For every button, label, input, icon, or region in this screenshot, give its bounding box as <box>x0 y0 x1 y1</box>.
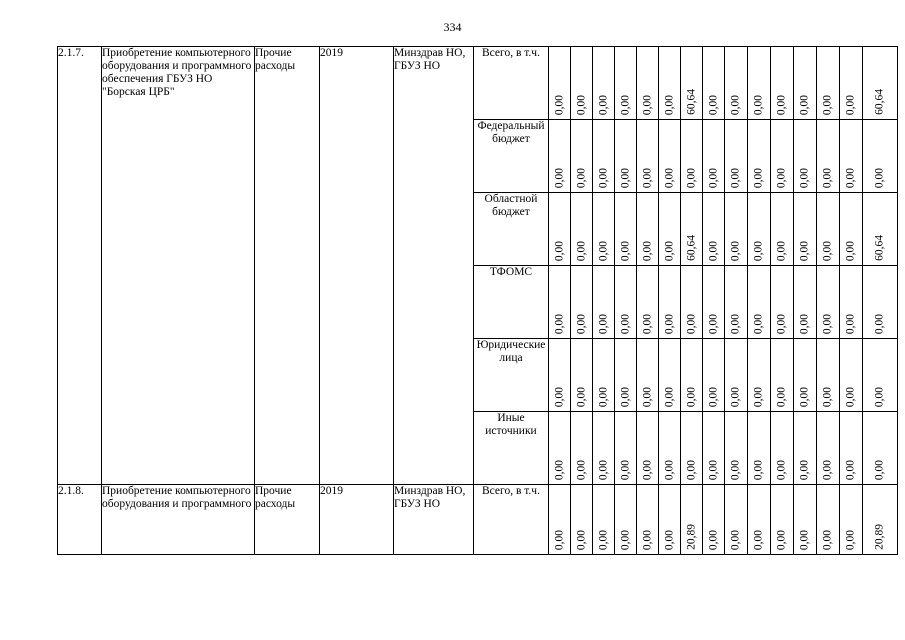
value-text: 0,00 <box>775 167 788 188</box>
value-cell <box>840 120 863 193</box>
value-text: 60,64 <box>685 235 697 261</box>
item-year: 2019 <box>320 47 394 485</box>
value-cell <box>659 266 681 339</box>
value-cell <box>593 266 615 339</box>
value-text: 0,00 <box>844 240 857 261</box>
value-text: 0,00 <box>619 167 631 188</box>
value-cell <box>681 266 703 339</box>
value-cell <box>571 266 593 339</box>
value-text: 0,00 <box>685 167 697 188</box>
value-cell <box>725 193 748 266</box>
item-executor: Минздрав НО, ГБУЗ НО <box>394 485 474 555</box>
value-cell <box>549 193 571 266</box>
value-cell <box>637 412 659 485</box>
page-number: 334 <box>443 20 462 34</box>
value-cell <box>593 339 615 412</box>
value-cell <box>748 47 771 120</box>
value-cell <box>615 412 637 485</box>
value-cell <box>771 47 794 120</box>
item-name: Приобретение компьютерного оборудования и программного обеспечения ГБУЗ НО "Борская ЦРБ" <box>102 47 255 485</box>
value-text: 0,00 <box>821 529 834 550</box>
value-text: 0,00 <box>641 240 653 261</box>
source-label: Всего, в т.ч. <box>474 485 549 555</box>
value-cell <box>794 193 817 266</box>
value-text: 0,00 <box>844 529 857 550</box>
value-text: 0,00 <box>844 94 857 115</box>
value-text: 0,00 <box>821 459 834 480</box>
value-cell <box>703 193 725 266</box>
value-text: 0,00 <box>575 386 587 407</box>
value-text: 0,00 <box>575 313 587 334</box>
value-cell <box>571 120 593 193</box>
value-text: 0,00 <box>597 386 609 407</box>
value-cell <box>637 193 659 266</box>
value-text: 0,00 <box>553 459 565 480</box>
value-text: 0,00 <box>641 386 653 407</box>
value-text: 0,00 <box>798 94 811 115</box>
item-number: 2.1.7. <box>58 47 102 485</box>
value-cell <box>817 485 840 555</box>
value-text: 0,00 <box>873 167 886 188</box>
value-cell <box>615 339 637 412</box>
value-text: 0,00 <box>575 529 587 550</box>
value-text: 0,00 <box>663 167 675 188</box>
value-text: 0,00 <box>752 386 765 407</box>
value-cell <box>637 47 659 120</box>
value-text: 0,00 <box>873 459 886 480</box>
value-text: 0,00 <box>619 386 631 407</box>
value-text: 0,00 <box>729 529 742 550</box>
value-cell <box>659 193 681 266</box>
value-cell <box>637 120 659 193</box>
value-cell <box>725 266 748 339</box>
value-cell <box>549 485 571 555</box>
value-cell <box>771 266 794 339</box>
value-cell <box>725 47 748 120</box>
value-cell <box>571 412 593 485</box>
value-cell <box>703 412 725 485</box>
value-cell <box>817 193 840 266</box>
value-text: 0,00 <box>775 459 788 480</box>
value-text: 0,00 <box>619 459 631 480</box>
value-cell <box>549 47 571 120</box>
value-cell <box>863 193 898 266</box>
value-cell <box>615 120 637 193</box>
value-cell <box>794 412 817 485</box>
value-text: 60,64 <box>873 235 886 261</box>
value-cell <box>748 266 771 339</box>
value-cell <box>571 193 593 266</box>
value-cell <box>863 47 898 120</box>
value-text: 0,00 <box>798 529 811 550</box>
value-text: 0,00 <box>844 167 857 188</box>
value-cell <box>771 120 794 193</box>
item-year: 2019 <box>320 485 394 555</box>
value-text: 0,00 <box>619 94 631 115</box>
value-cell <box>703 120 725 193</box>
value-cell <box>771 193 794 266</box>
value-cell <box>863 339 898 412</box>
table-row <box>58 485 898 555</box>
value-cell <box>549 339 571 412</box>
value-cell <box>794 485 817 555</box>
value-text: 0,00 <box>844 386 857 407</box>
value-cell <box>571 47 593 120</box>
value-text: 0,00 <box>844 459 857 480</box>
value-text: 0,00 <box>641 167 653 188</box>
value-text: 0,00 <box>729 240 742 261</box>
value-cell <box>748 193 771 266</box>
value-text: 0,00 <box>752 240 765 261</box>
value-text: 0,00 <box>575 240 587 261</box>
value-text: 0,00 <box>775 313 788 334</box>
value-text: 0,00 <box>707 459 719 480</box>
value-cell <box>615 47 637 120</box>
value-cell <box>863 266 898 339</box>
value-text: 0,00 <box>752 313 765 334</box>
value-cell <box>794 120 817 193</box>
value-cell <box>681 485 703 555</box>
value-cell <box>817 120 840 193</box>
value-text: 60,64 <box>873 89 886 115</box>
value-cell <box>681 120 703 193</box>
budget-table <box>57 46 898 555</box>
value-cell <box>725 485 748 555</box>
value-text: 0,00 <box>821 167 834 188</box>
value-cell <box>703 339 725 412</box>
value-text: 0,00 <box>752 94 765 115</box>
source-label: Всего, в т.ч. <box>474 47 549 120</box>
value-cell <box>863 485 898 555</box>
value-cell <box>840 47 863 120</box>
value-cell <box>794 47 817 120</box>
value-cell <box>637 339 659 412</box>
value-cell <box>817 266 840 339</box>
value-text: 0,00 <box>707 94 719 115</box>
source-label: Федеральный бюджет <box>474 120 549 193</box>
value-cell <box>593 193 615 266</box>
value-text: 0,00 <box>553 313 565 334</box>
value-cell <box>771 412 794 485</box>
value-cell <box>817 412 840 485</box>
source-label: Юридические лица <box>474 339 549 412</box>
value-cell <box>771 485 794 555</box>
value-cell <box>725 339 748 412</box>
value-text: 0,00 <box>707 529 719 550</box>
value-text: 0,00 <box>873 313 886 334</box>
value-text: 0,00 <box>775 240 788 261</box>
value-cell <box>748 485 771 555</box>
value-text: 60,64 <box>685 89 697 115</box>
value-cell <box>681 412 703 485</box>
value-text: 0,00 <box>597 167 609 188</box>
value-cell <box>593 412 615 485</box>
expense-type: Прочие расходы <box>255 47 320 485</box>
value-cell <box>703 47 725 120</box>
value-text: 0,00 <box>873 386 886 407</box>
value-text: 0,00 <box>775 94 788 115</box>
value-text: 0,00 <box>685 386 697 407</box>
value-text: 0,00 <box>575 94 587 115</box>
value-cell <box>748 120 771 193</box>
item-name: Приобретение компьютерного оборудования и программного <box>102 485 255 555</box>
value-text: 0,00 <box>798 240 811 261</box>
value-text: 0,00 <box>619 313 631 334</box>
value-cell <box>794 266 817 339</box>
value-cell <box>549 266 571 339</box>
value-cell <box>659 412 681 485</box>
value-text: 0,00 <box>752 529 765 550</box>
value-cell <box>725 120 748 193</box>
source-label: Областной бюджет <box>474 193 549 266</box>
value-text: 0,00 <box>575 459 587 480</box>
value-text: 0,00 <box>729 386 742 407</box>
value-text: 0,00 <box>597 459 609 480</box>
value-cell <box>593 120 615 193</box>
value-text: 0,00 <box>619 529 631 550</box>
value-cell <box>703 266 725 339</box>
value-text: 0,00 <box>775 529 788 550</box>
value-text: 0,00 <box>707 386 719 407</box>
value-text: 0,00 <box>798 459 811 480</box>
value-cell <box>549 412 571 485</box>
value-text: 0,00 <box>553 167 565 188</box>
item-executor: Минздрав НО, ГБУЗ НО <box>394 47 474 485</box>
value-text: 0,00 <box>619 240 631 261</box>
value-text: 0,00 <box>798 167 811 188</box>
value-text: 0,00 <box>641 94 653 115</box>
value-text: 0,00 <box>707 167 719 188</box>
value-cell <box>748 412 771 485</box>
value-text: 0,00 <box>685 313 697 334</box>
value-cell <box>659 120 681 193</box>
value-text: 0,00 <box>707 240 719 261</box>
value-cell <box>637 485 659 555</box>
value-cell <box>840 412 863 485</box>
value-text: 0,00 <box>641 529 653 550</box>
value-cell <box>817 339 840 412</box>
value-text: 0,00 <box>597 313 609 334</box>
value-text: 0,00 <box>685 459 697 480</box>
value-cell <box>840 266 863 339</box>
value-cell <box>863 120 898 193</box>
value-cell <box>615 266 637 339</box>
source-label: ТФОМС <box>474 266 549 339</box>
value-cell <box>863 412 898 485</box>
value-cell <box>817 47 840 120</box>
value-cell <box>571 485 593 555</box>
value-cell <box>549 120 571 193</box>
value-cell <box>593 47 615 120</box>
value-cell <box>571 339 593 412</box>
value-cell <box>681 339 703 412</box>
value-text: 0,00 <box>597 529 609 550</box>
value-text: 0,00 <box>775 386 788 407</box>
value-text: 0,00 <box>663 529 675 550</box>
value-text: 0,00 <box>798 313 811 334</box>
value-text: 0,00 <box>663 240 675 261</box>
value-text: 0,00 <box>553 94 565 115</box>
item-number: 2.1.8. <box>58 485 102 555</box>
value-text: 0,00 <box>752 167 765 188</box>
value-text: 0,00 <box>821 386 834 407</box>
value-cell <box>794 339 817 412</box>
value-text: 0,00 <box>663 313 675 334</box>
value-text: 0,00 <box>729 313 742 334</box>
value-text: 0,00 <box>707 313 719 334</box>
value-text: 0,00 <box>575 167 587 188</box>
value-text: 0,00 <box>597 94 609 115</box>
value-text: 0,00 <box>844 313 857 334</box>
value-text: 0,00 <box>553 240 565 261</box>
value-cell <box>703 485 725 555</box>
value-text: 0,00 <box>729 167 742 188</box>
value-text: 0,00 <box>798 386 811 407</box>
source-label: Иные источники <box>474 412 549 485</box>
value-text: 0,00 <box>729 94 742 115</box>
value-text: 0,00 <box>821 94 834 115</box>
value-text: 0,00 <box>553 386 565 407</box>
value-cell <box>748 339 771 412</box>
value-text: 0,00 <box>663 386 675 407</box>
value-cell <box>659 339 681 412</box>
value-cell <box>659 485 681 555</box>
value-cell <box>771 339 794 412</box>
value-cell <box>681 47 703 120</box>
value-cell <box>615 485 637 555</box>
value-cell <box>681 193 703 266</box>
value-text: 0,00 <box>641 313 653 334</box>
value-cell <box>637 266 659 339</box>
value-text: 0,00 <box>597 240 609 261</box>
value-text: 0,00 <box>641 459 653 480</box>
value-text: 0,00 <box>553 529 565 550</box>
value-cell <box>593 485 615 555</box>
value-cell <box>840 485 863 555</box>
expense-type: Прочие расходы <box>255 485 320 555</box>
value-text: 20,89 <box>873 524 886 550</box>
value-cell <box>615 193 637 266</box>
value-text: 0,00 <box>821 313 834 334</box>
value-cell <box>840 339 863 412</box>
value-cell <box>725 412 748 485</box>
value-text: 0,00 <box>729 459 742 480</box>
value-text: 20,89 <box>685 524 697 550</box>
value-text: 0,00 <box>752 459 765 480</box>
value-text: 0,00 <box>663 459 675 480</box>
value-text: 0,00 <box>821 240 834 261</box>
value-cell <box>840 193 863 266</box>
value-text: 0,00 <box>663 94 675 115</box>
table-row <box>58 47 898 120</box>
value-cell <box>659 47 681 120</box>
